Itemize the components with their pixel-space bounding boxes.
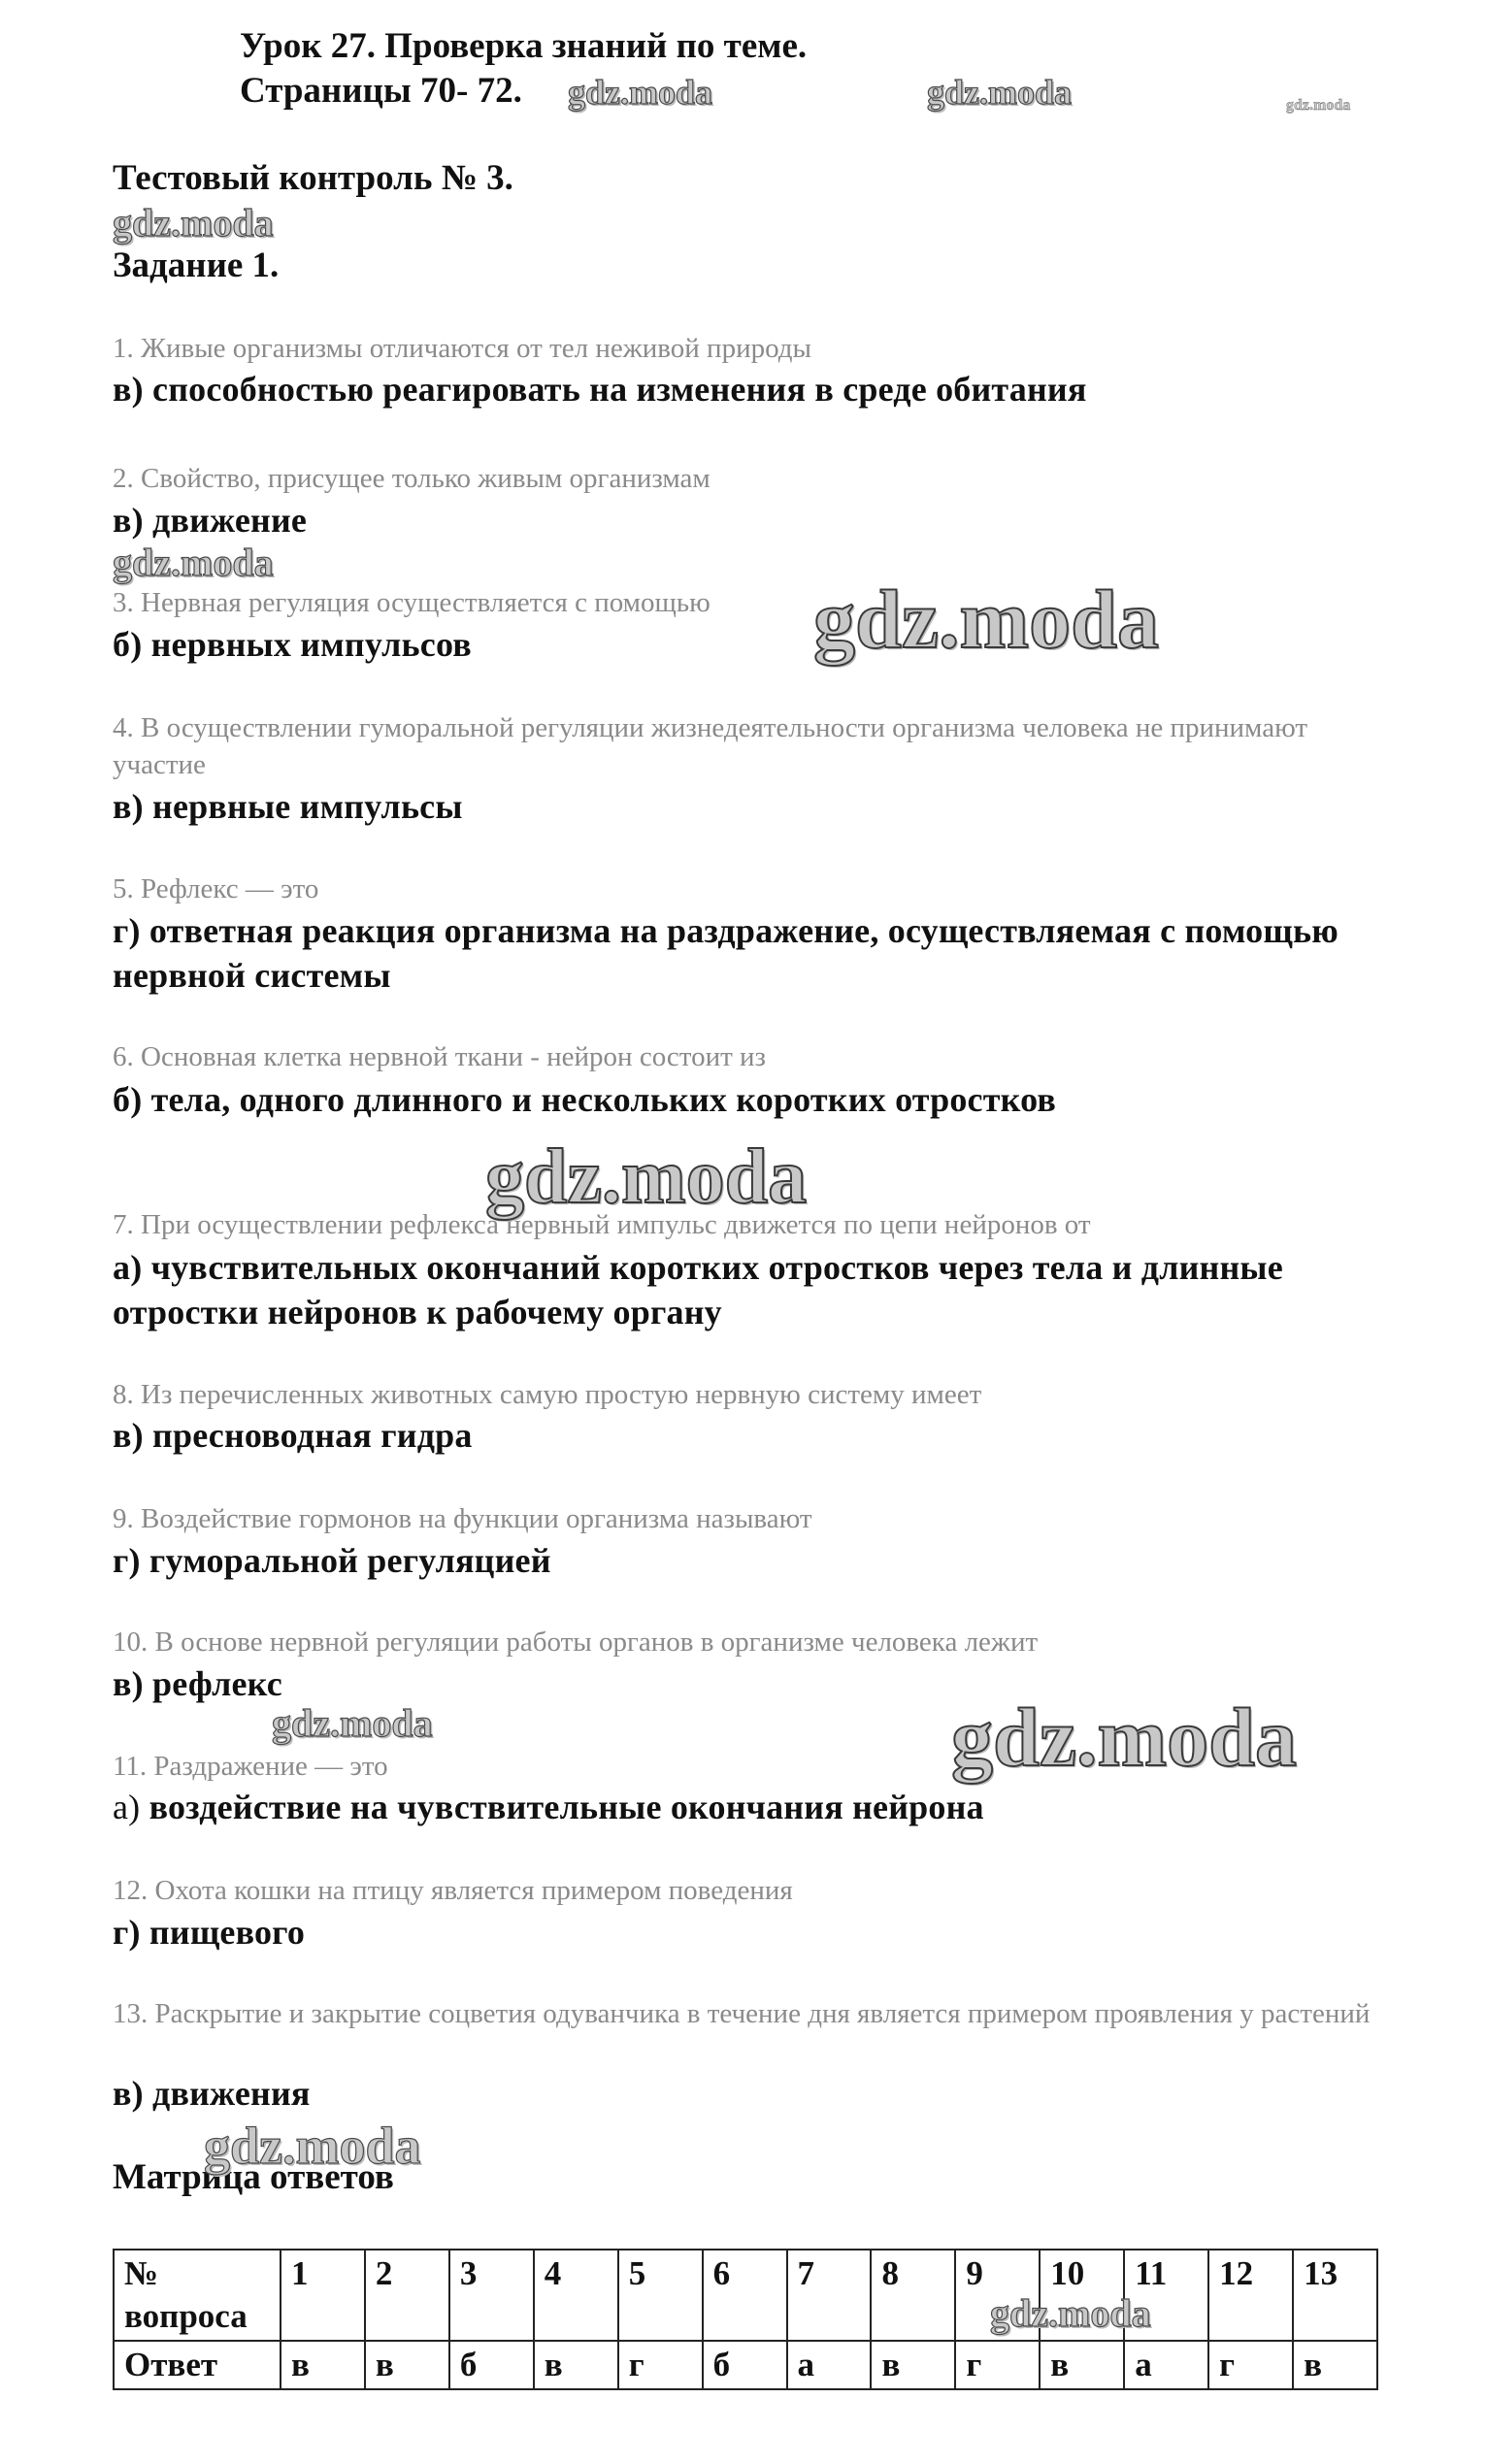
answer-3: б) нервных импульсов bbox=[113, 625, 472, 664]
watermark-logo: gdz.moda bbox=[927, 73, 1073, 112]
matrix-answer-cell: в bbox=[534, 2341, 618, 2389]
answer-11-text: воздействие на чувствительные окончания нейрона bbox=[149, 1788, 984, 1826]
answer-5: г) ответная реакция организма на раздражение, осуществляемая с помощью нервной системы bbox=[113, 911, 1338, 995]
watermark-logo: gdz.moda bbox=[485, 1134, 808, 1220]
matrix-number-cell: 12 bbox=[1208, 2250, 1293, 2341]
answer-13: в) движения bbox=[113, 2074, 311, 2113]
watermark-logo: gdz.moda bbox=[272, 1701, 433, 1745]
task-title: Задание 1. bbox=[113, 246, 280, 285]
question-4: 4. В осуществлении гуморальной регуляции жизнедеятельности организма человека не принимают участие bbox=[113, 712, 1308, 780]
question-9: 9. Воздействие гормонов на функции организма называют bbox=[113, 1503, 812, 1534]
question-8: 8. Из перечисленных животных самую простую нервную систему имеет bbox=[113, 1379, 982, 1410]
matrix-number-cell: 4 bbox=[534, 2250, 618, 2341]
answer-9: г) гуморальной регуляцией bbox=[113, 1541, 551, 1580]
pages-label: Страницы 70- 72. bbox=[240, 71, 522, 111]
question-5: 5. Рефлекс — это bbox=[113, 873, 319, 904]
matrix-number-cell: 2 bbox=[365, 2250, 449, 2341]
question-11: 11. Раздражение — это bbox=[113, 1751, 388, 1782]
question-2: 2. Свойство, присущее только живым организмам bbox=[113, 463, 710, 494]
answer-1: в) способностью реагировать на изменения в среде обитания bbox=[113, 370, 1087, 409]
question-12: 12. Охота кошки на птицу является примером поведения bbox=[113, 1875, 793, 1906]
matrix-number-cell: 11 bbox=[1124, 2250, 1208, 2341]
watermark-logo: gdz.moda bbox=[990, 2291, 1151, 2335]
matrix-number-cell: 3 bbox=[449, 2250, 534, 2341]
question-3: 3. Нервная регуляция осуществляется с помощью bbox=[113, 587, 710, 618]
question-7: 7. При осуществлении рефлекса нервный импульс движется по цепи нейронов от bbox=[113, 1209, 1091, 1240]
matrix-answer-cell: г bbox=[955, 2341, 1040, 2389]
matrix-number-cell: 5 bbox=[618, 2250, 703, 2341]
matrix-answer-cell: а bbox=[1124, 2341, 1208, 2389]
watermark-logo: gdz.moda bbox=[568, 73, 713, 112]
question-10: 10. В основе нервной регуляции работы органов в организме человека лежит bbox=[113, 1626, 1039, 1658]
watermark-logo: gdz.moda bbox=[1286, 97, 1351, 114]
answer-11-prefix: а) bbox=[113, 1788, 141, 1826]
question-6: 6. Основная клетка нервной ткани - нейрон состоит из bbox=[113, 1041, 767, 1072]
matrix-row-label: Ответ bbox=[114, 2341, 281, 2389]
matrix-answer-cell: а bbox=[787, 2341, 872, 2389]
answer-11 bbox=[113, 1785, 984, 1829]
matrix-answer-cell: б bbox=[703, 2341, 787, 2389]
matrix-row-answer bbox=[114, 2341, 1377, 2389]
matrix-answer-cell: в bbox=[1293, 2341, 1377, 2389]
matrix-number-cell: 7 bbox=[787, 2250, 872, 2341]
answer-2: в) движение bbox=[113, 501, 308, 540]
watermark-logo: gdz.moda bbox=[113, 541, 274, 584]
question-13: 13. Раскрытие и закрытие соцветия одуванчика в течение дня является примером проявления у растений bbox=[113, 1998, 1371, 2029]
lesson-title: Урок 27. Проверка знаний по теме. bbox=[240, 26, 808, 66]
matrix-answer-cell: б bbox=[449, 2341, 534, 2389]
watermark-logo: gdz.moda bbox=[204, 2117, 421, 2175]
answer-4: в) нервные импульсы bbox=[113, 787, 463, 826]
answer-8: в) пресноводная гидра bbox=[113, 1416, 473, 1455]
matrix-number-cell: 1 bbox=[281, 2250, 365, 2341]
matrix-number-cell: 13 bbox=[1293, 2250, 1377, 2341]
test-title: Тестовый контроль № 3. bbox=[113, 158, 513, 198]
matrix-number-cell: 8 bbox=[871, 2250, 955, 2341]
answer-12: г) пищевого bbox=[113, 1913, 306, 1952]
watermark-logo: gdz.moda bbox=[113, 201, 274, 245]
matrix-answer-cell: в bbox=[281, 2341, 365, 2389]
matrix-answer-cell: в bbox=[871, 2341, 955, 2389]
matrix-number-cell: 9 bbox=[955, 2250, 1040, 2341]
watermark-logo: gdz.moda bbox=[951, 1691, 1297, 1784]
matrix-title: Матрица ответов bbox=[113, 2157, 394, 2197]
matrix-number-cell: 6 bbox=[703, 2250, 787, 2341]
matrix-answer-cell: г bbox=[618, 2341, 703, 2389]
matrix-row-number bbox=[114, 2250, 1377, 2341]
matrix-answer-cell: г bbox=[1208, 2341, 1293, 2389]
question-1: 1. Живые организмы отличаются от тел неживой природы bbox=[113, 333, 811, 364]
matrix-answer-cell: в bbox=[1040, 2341, 1124, 2389]
answer-matrix bbox=[113, 2249, 1378, 2390]
matrix-row-label: № вопроса bbox=[114, 2250, 281, 2341]
answer-6: б) тела, одного длинного и нескольких коротких отростков bbox=[113, 1080, 1057, 1119]
matrix-number-cell: 10 bbox=[1040, 2250, 1124, 2341]
watermark-logo: gdz.moda bbox=[813, 573, 1159, 666]
answer-10: в) рефлекс bbox=[113, 1664, 282, 1703]
answer-7: а) чувствительных окончаний коротких отростков через тела и длинные отростки нейронов к рабочему органу bbox=[113, 1248, 1283, 1331]
matrix-answer-cell: в bbox=[365, 2341, 449, 2389]
